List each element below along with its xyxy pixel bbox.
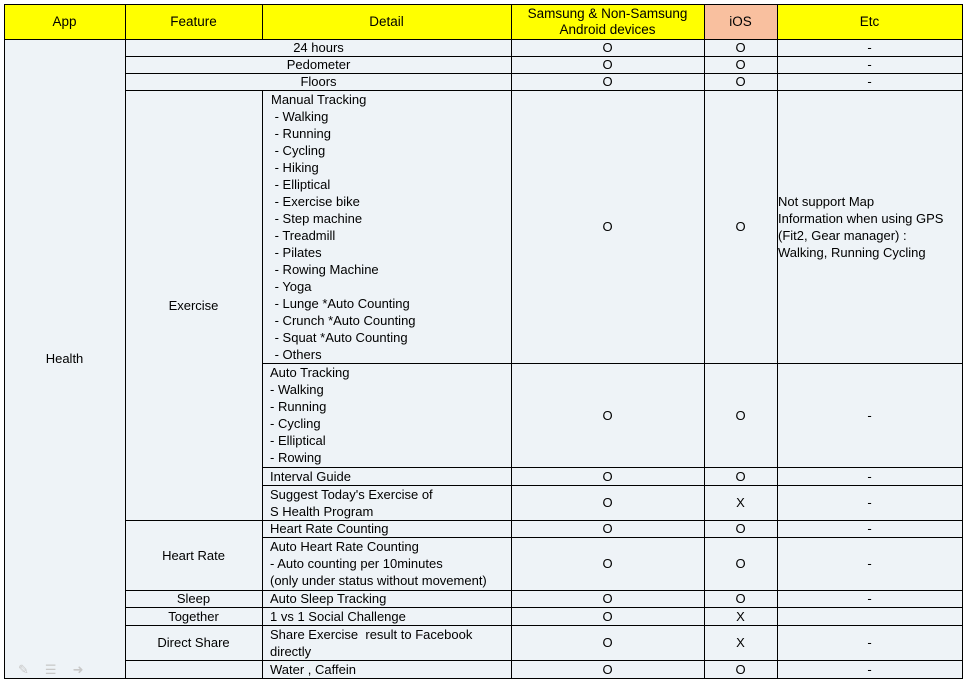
header-detail: Detail	[262, 4, 511, 39]
etc-note: -	[777, 537, 962, 590]
grid-line	[262, 467, 963, 468]
ios-support: O	[704, 467, 777, 485]
detail-cell: Floors	[126, 73, 511, 90]
detail-cell: Auto Tracking - Walking - Running - Cycling - Elliptical - Rowing	[262, 363, 511, 467]
grid-line	[777, 4, 778, 39]
app-cell: Health	[4, 39, 125, 678]
ios-support: O	[704, 56, 777, 73]
header-app: App	[4, 4, 125, 39]
grid-line	[125, 4, 126, 39]
grid-line	[4, 678, 963, 679]
grid-line	[125, 607, 963, 608]
android-support: O	[511, 56, 704, 73]
ios-support: X	[704, 485, 777, 520]
detail-cell: Heart Rate Counting	[262, 520, 511, 537]
ios-support: O	[704, 90, 777, 363]
android-support: O	[511, 363, 704, 467]
grid-line	[125, 660, 963, 661]
detail-cell: Share Exercise result to Facebook directly	[262, 625, 511, 660]
android-support: O	[511, 537, 704, 590]
android-support: O	[511, 90, 704, 363]
grid-line	[511, 39, 512, 678]
ios-support: O	[704, 73, 777, 90]
feature-empty	[125, 660, 262, 678]
etc-note: -	[777, 520, 962, 537]
ios-support: O	[704, 537, 777, 590]
grid-line	[962, 39, 963, 678]
grid-line	[962, 4, 963, 39]
grid-line	[262, 4, 263, 39]
android-support: O	[511, 467, 704, 485]
ios-support: O	[704, 363, 777, 467]
header-ios: iOS	[704, 4, 777, 39]
etc-note: -	[777, 363, 962, 467]
grid-line	[704, 39, 705, 678]
slide-toolbar[interactable]	[18, 662, 83, 678]
detail-cell: Auto Sleep Tracking	[262, 590, 511, 607]
etc-note: -	[777, 467, 962, 485]
ios-support: X	[704, 625, 777, 660]
grid-line	[4, 39, 5, 678]
etc-note: Not support Map Information when using GPS (Fit2, Gear manager) : Walking, Running Cycling	[777, 90, 962, 363]
android-support: O	[511, 73, 704, 90]
grid-line	[704, 4, 705, 39]
detail-cell: Interval Guide	[262, 467, 511, 485]
menu-icon[interactable]: ☰	[44, 662, 57, 677]
ios-support: O	[704, 660, 777, 678]
header-etc: Etc	[777, 4, 962, 39]
ios-support: X	[704, 607, 777, 625]
feature-together: Together	[125, 607, 262, 625]
grid-line	[4, 39, 963, 40]
grid-line	[125, 56, 963, 57]
grid-line	[262, 537, 963, 538]
feature-sleep: Sleep	[125, 590, 262, 607]
grid-line	[4, 4, 5, 39]
grid-line	[125, 90, 963, 91]
feature-heart-rate: Heart Rate	[125, 520, 262, 590]
ios-support: O	[704, 39, 777, 56]
grid-line	[262, 485, 963, 486]
ios-support: O	[704, 590, 777, 607]
grid-line	[125, 73, 963, 74]
detail-cell: Manual Tracking - Walking - Running - Cycling - Hiking - Elliptical - Exercise bike - Step machine - Treadmill - Pilates - Rowing Machine - Yoga - Lunge *Auto Counting - Crunch *Auto Counting - Squat *Auto Counting - Others	[262, 90, 511, 363]
android-support: O	[511, 590, 704, 607]
ios-support: O	[704, 520, 777, 537]
header-android: Samsung & Non-Samsung Android devices	[511, 4, 704, 39]
grid-line	[125, 39, 126, 678]
android-support: O	[511, 607, 704, 625]
etc-note: -	[777, 625, 962, 660]
grid-line	[511, 4, 512, 39]
etc-note: -	[777, 73, 962, 90]
feature-exercise: Exercise	[125, 90, 262, 520]
etc-note: -	[777, 660, 962, 678]
etc-note: -	[777, 485, 962, 520]
grid-line	[262, 363, 963, 364]
etc-note: -	[777, 56, 962, 73]
detail-cell: Auto Heart Rate Counting - Auto counting per 10minutes (only under status without movement)	[262, 537, 511, 590]
pen-icon[interactable]: ✎	[18, 662, 29, 677]
etc-note	[777, 607, 962, 625]
next-arrow-icon[interactable]: ➜	[72, 662, 84, 677]
detail-cell: Pedometer	[126, 56, 511, 73]
android-support: O	[511, 520, 704, 537]
android-support: O	[511, 485, 704, 520]
detail-cell: Water , Caffein	[262, 660, 511, 678]
grid-line	[777, 39, 778, 678]
grid-line	[125, 625, 963, 626]
detail-cell: 24 hours	[126, 39, 511, 56]
etc-note: -	[777, 39, 962, 56]
android-support: O	[511, 625, 704, 660]
android-support: O	[511, 39, 704, 56]
grid-line	[125, 520, 963, 521]
detail-cell: Suggest Today's Exercise of S Health Program	[262, 485, 511, 520]
feature-direct-share: Direct Share	[125, 625, 262, 660]
etc-note: -	[777, 590, 962, 607]
android-support: O	[511, 660, 704, 678]
grid-line	[125, 590, 963, 591]
grid-line	[4, 4, 963, 5]
detail-cell: 1 vs 1 Social Challenge	[262, 607, 511, 625]
header-feature: Feature	[125, 4, 262, 39]
